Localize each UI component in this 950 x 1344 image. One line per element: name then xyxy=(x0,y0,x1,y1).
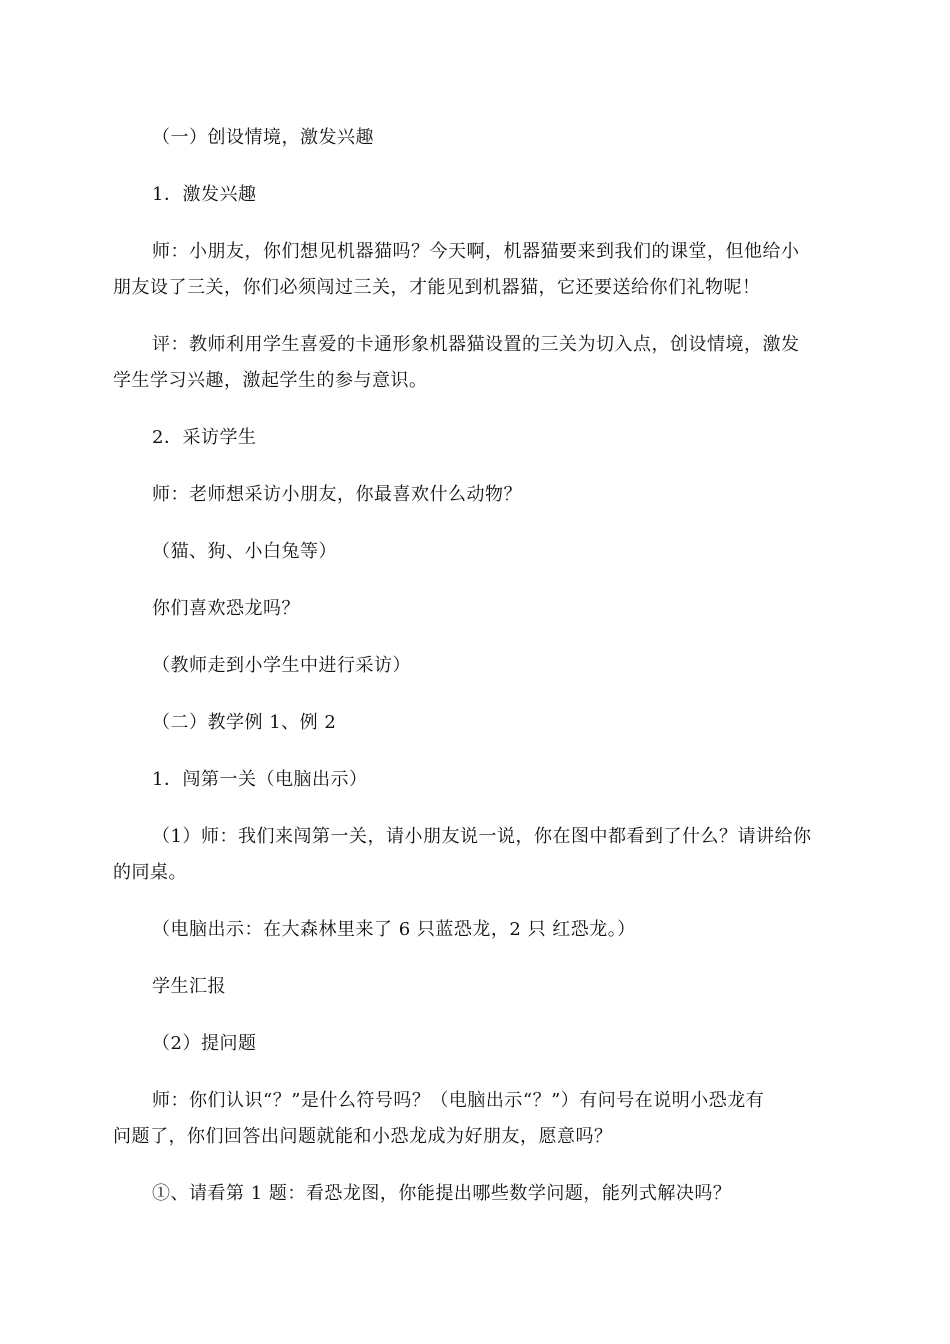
section-heading-2: （二）教学例 1、例 2 xyxy=(152,712,337,733)
subheading-1-2: 2．采访学生 xyxy=(152,427,257,448)
paragraph-line: 师：老师想采访小朋友，你最喜欢什么动物？ xyxy=(152,484,522,505)
paragraph-line: （1）师：我们来闯第一关，请小朋友说一说，你在图中都看到了什么？请讲给你 xyxy=(152,826,812,847)
paragraph-line: 学生学习兴趣，激起学生的参与意识。 xyxy=(113,370,428,391)
section-heading-1: （一）创设情境，激发兴趣 xyxy=(152,127,374,148)
paragraph-line: （教师走到小学生中进行采访） xyxy=(152,655,411,676)
paragraph-line: （猫、狗、小白兔等） xyxy=(152,541,337,562)
paragraph-line: ①、请看第 1 题：看恐龙图，你能提出哪些数学问题，能列式解决吗？ xyxy=(152,1183,732,1204)
paragraph-line: 师：小朋友，你们想见机器猫吗？今天啊，机器猫要来到我们的课堂，但他给小 xyxy=(152,241,800,262)
subheading-1-1: 1．激发兴趣 xyxy=(152,184,257,205)
paragraph-line: 师：你们认识“？”是什么符号吗？（电脑出示“？”）有问号在说明小恐龙有 xyxy=(152,1090,765,1111)
paragraph-line: 朋友设了三关，你们必须闯过三关，才能见到机器猫，它还要送给你们礼物呢！ xyxy=(113,277,761,298)
paragraph-line: 的同桌。 xyxy=(113,862,187,883)
paragraph-line: 你们喜欢恐龙吗？ xyxy=(152,598,300,619)
paragraph-line: 学生汇报 xyxy=(152,976,226,997)
subheading-2-2: （2）提问题 xyxy=(152,1033,257,1054)
subheading-2-1: 1．闯第一关（电脑出示） xyxy=(152,769,368,790)
paragraph-line: 评：教师利用学生喜爱的卡通形象机器猫设置的三关为切入点，创设情境，激发 xyxy=(152,334,800,355)
paragraph-line: 问题了，你们回答出问题就能和小恐龙成为好朋友，愿意吗？ xyxy=(113,1126,613,1147)
paragraph-line: （电脑出示：在大森林里来了 6 只蓝恐龙，2 只 红恐龙。） xyxy=(152,919,636,940)
